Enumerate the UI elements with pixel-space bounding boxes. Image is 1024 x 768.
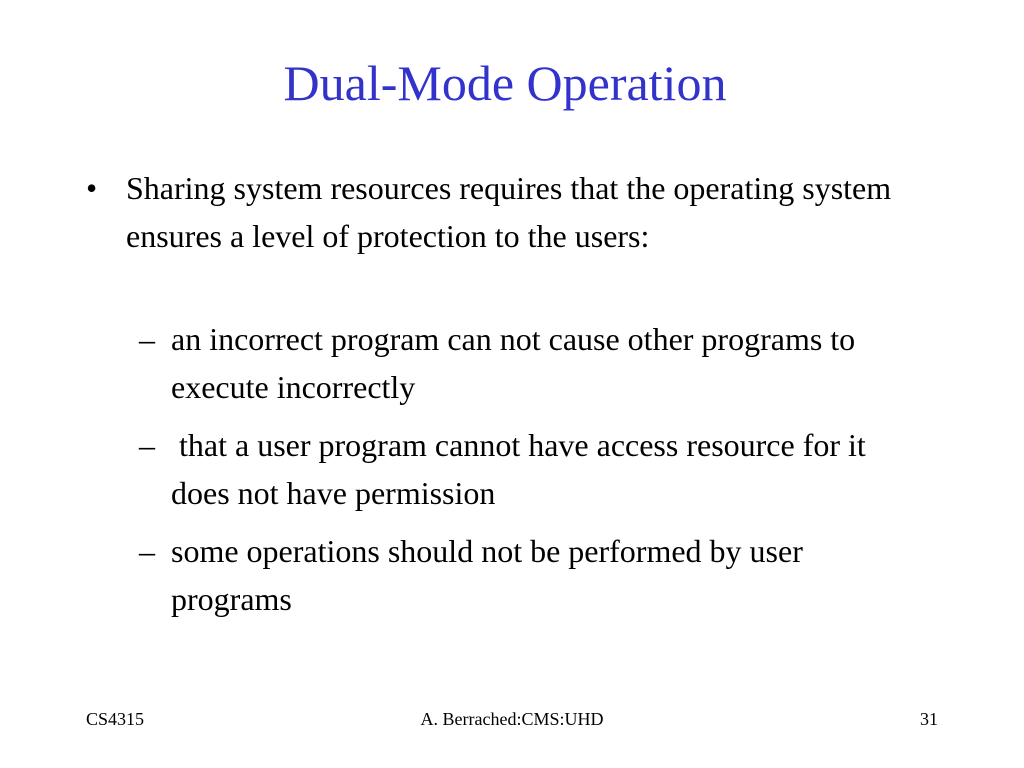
sub-bullet-item bbox=[127, 421, 917, 517]
sub-bullet-text: that a user program cannot have access resource for it does not have permission bbox=[171, 427, 874, 511]
sub-bullet-item bbox=[127, 315, 917, 411]
bullet-item bbox=[86, 164, 916, 260]
sub-bullet-marker: – bbox=[139, 321, 155, 357]
sub-bullet-text: some operations should not be performed by user programs bbox=[171, 533, 803, 617]
sub-bullet-marker: – bbox=[139, 533, 155, 569]
footer-page-number: 31 bbox=[920, 709, 938, 729]
bullet-text: Sharing system resources requires that the operating system ensures a level of protection to the users: bbox=[126, 170, 892, 254]
footer-course-code: CS4315 bbox=[86, 709, 145, 729]
slide-title: Dual-Mode Operation bbox=[283, 55, 727, 111]
sub-bullet-text: an incorrect program can not cause other programs to execute incorrectly bbox=[171, 321, 856, 405]
sub-bullet-item bbox=[127, 527, 917, 623]
sub-bullet-marker: – bbox=[139, 427, 155, 463]
bullet-marker: • bbox=[86, 170, 98, 206]
footer-author: A. Berrached:CMS:UHD bbox=[420, 709, 604, 729]
